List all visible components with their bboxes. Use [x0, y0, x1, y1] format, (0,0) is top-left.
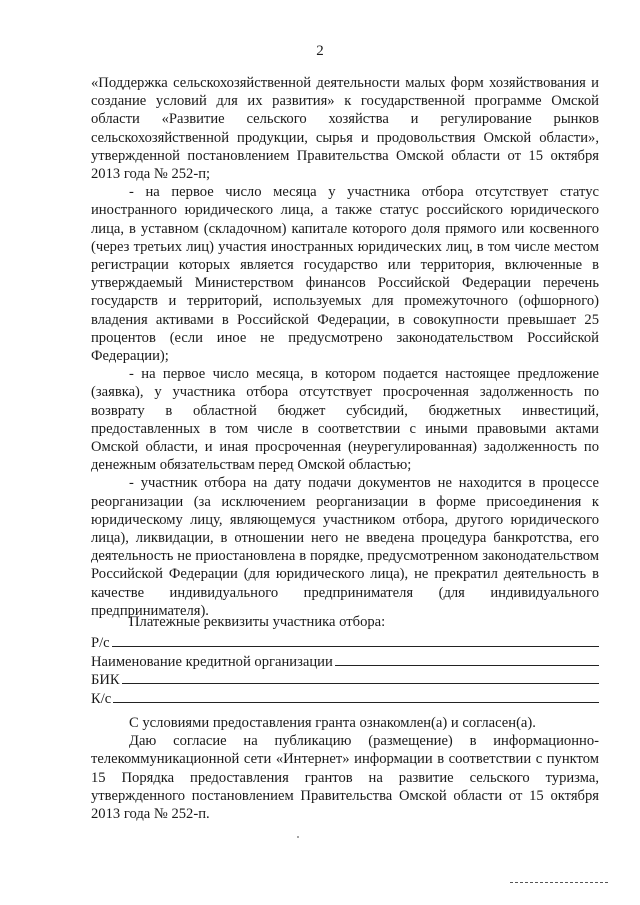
consent-text: [91, 714, 599, 823]
corr-account-row: [91, 689, 599, 707]
account-row: [91, 633, 599, 651]
corr-account-label: К/с: [91, 690, 112, 707]
footer-divider: [510, 882, 608, 883]
acknowledgement-paragraph: С условиями предоставления гранта ознакомлен(а) и согласен(а).: [129, 715, 536, 731]
account-field[interactable]: [112, 633, 599, 647]
page-number: 2: [316, 43, 324, 59]
publication-consent-paragraph: Даю согласие на публикацию (размещение) в информационно-телекоммуникационной сети «Интернет» информации в соответствии с пунктом 15 Порядка предоставления грантов на развитие сельского туризма, утвержденного постановлением Правительства Омской области от 15 октября 2013 года № 252-п.: [91, 733, 599, 823]
debt-condition: - на первое число месяца, в котором подается настоящее предложение (заявка), у участника отбора отсутствует просроченная задолженность по возврату в областной бюджет субсидий, бюджетных инвестиций, предоставленных в том числе в соответствии с иными правовыми актами Омской области, и иная просроченная (неурегулированная) задолженность по денежным обязательствам перед Омской областью;: [91, 366, 599, 474]
requisites-title: Платежные реквизиты участника отбора:: [129, 614, 386, 630]
bank-label: Наименование кредитной организации: [91, 653, 333, 670]
reorganization-condition: - участник отбора на дату подачи документов не находится в процессе реорганизации (за исключением реорганизации в форме присоединения к юридическому лицу, являющемуся участником отбора, другого юридического лица), ликвидации, в отношении него не введена процедура банкротства, его деятельность не приостановлена в порядке, предусмотренном законодательством Российской Федерации (для юридического лица), не прекратил деятельность в качестве индивидуального предпринимателя (для индивидуального предпринимателя).: [91, 475, 599, 619]
payment-requisites: [91, 613, 599, 707]
foreign-status-condition: - на первое число месяца у участника отбора отсутствует статус иностранного юридического лица, а также статус российского юридического лица, в уставном (складочном) капитале которого доля прямого или косвенного (через третьих лиц) участия иностранных юридических лиц, в том числе местом регистрации которых является государство или территория, включенные в утверждаемый Министерством финансов Российской Федерации перечень государств и территорий, используемых для промежуточного (офшорного) владения активами в Российской Федерации, в совокупности превышает 25 процентов (если иное не предусмотрено законодательством Российской Федерации);: [91, 184, 599, 365]
bank-field[interactable]: [335, 652, 599, 666]
conditions-text: [91, 74, 599, 620]
bik-field[interactable]: [122, 670, 599, 684]
bik-row: [91, 670, 599, 688]
corr-account-field[interactable]: [113, 689, 599, 703]
scan-speck: [297, 836, 299, 838]
bik-label: БИК: [91, 672, 120, 689]
bank-row: [91, 652, 599, 670]
account-label: Р/с: [91, 635, 110, 652]
program-reference-paragraph: «Поддержка сельскохозяйственной деятельности малых форм хозяйствования и создание условий для их развития» к государственной программе Омской области «Развитие сельского хозяйства и регулирование рынков сельскохозяйственной продукции, сырья и продовольствия Омской области», утвержденной постановлением Правительства Омской области от 15 октября 2013 года № 252-п;: [91, 75, 599, 183]
